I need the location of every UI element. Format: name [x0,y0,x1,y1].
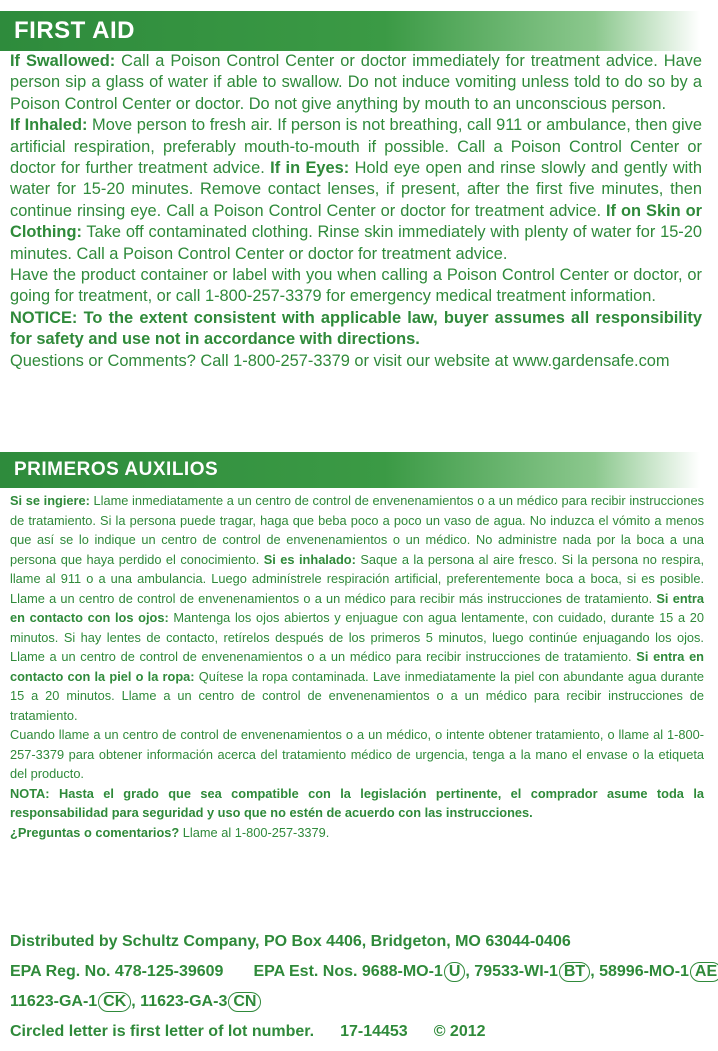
epa-line [10,960,718,984]
si-es-inhalado-text: Saque a la persona al aire fresco. Si la persona no respira, llame al 911 o a una ambulancia. Luego adminístrele respiración artificial, preferentemente boca a boca, si es posible. Llame a un centro de control de envenenamientos o a un médico para recibir más instrucciones de tratamiento. [10,551,704,606]
si-se-ingiere-text: Llame inmediatamente a un centro de control de envenenamientos o a un médico para recibir instrucciones de tratamiento. Si la persona puede tragar, haga que beba poco a poco un vaso de agua. No induzca el vómito a menos que así se lo indique un centro de control de envenenamientos o un médico. No administre nada por la boca a una persona que haya perdido el conocimiento. [10,493,704,567]
first-aid-banner [0,11,700,51]
copyright-text: © 2012 [433,1023,486,1040]
nota-text: NOTA: Hasta el grado que sea compatible con la legislación pertinente, el comprador asume toda la responsabilidad para seguridad y uso que no estén de acuerdo con las instrucciones. [10,785,704,820]
first-aid-instructions [10,51,702,372]
si-es-inhalado-label: Si es inhalado: [263,551,356,567]
distributor-text: Distributed by Schultz Company, PO Box 4406, Bridgeton, MO 63044-0406 [10,933,571,950]
if-inhaled-text: Move person to fresh air. If person is not breathing, call 911 or ambulance, then give artificial respiration, preferably mouth-to-mouth if possible. Call a Poison Control Center or doctor for further treatment advice. [10,116,702,178]
cuando-llame-text: Cuando llame a un centro de control de envenenamientos o a un médico, o intente obtener tratamiento, o llame al 1-800-257-3379 para obtener información acerca del tratamiento médico de urgencia, tenga a la mano el envase o la etiqueta del producto. [10,727,704,781]
ojos-text: Mantenga los ojos abiertos y enjuague con agua lentamente, con cuidado, durante 15 a 20 minutos. Si hay lentes de contacto, retírelos después de los primeros 5 minutos, luego continúe enjuagando los ojos. Llame a un centro de control de envenenamientos o a un médico para recibir instrucciones de tratamiento. [10,610,704,664]
lot-code-circle: BT [559,962,590,982]
epa-est-prefix: EPA Est. Nos. 9688-MO-1 [253,963,443,980]
if-on-skin-label: If on Skin or Clothing: [10,201,703,242]
epa-est-2: , 79533-WI-1 [465,963,558,980]
piel-ropa-label: Si entra en contacto con la piel o la ropa: [10,649,705,684]
if-in-eyes-label: If in Eyes: [270,159,350,178]
primeros-auxilios-title: PRIMEROS AUXILIOS [14,459,219,480]
if-on-skin-text: Take off contaminated clothing. Rinse skin immediately with plenty of water for 15-20 minutes. Call a Poison Control Center or doctor for treatment advice. [10,223,702,263]
lot-code-circle: CK [98,992,131,1012]
lot-code-circle: AE [690,962,718,982]
epa-est-3: , 58996-MO-1 [590,963,689,980]
container-advice-text: Have the product container or label with you when calling a Poison Control Center or doctor, or going for treatment, or call 1-800-257-3379 for emergency medical treatment information. [10,266,702,306]
product-code: 17-14453 [340,1023,408,1040]
epa-reg-number: EPA Reg. No. 478-125-39609 [10,963,224,980]
preguntas-text: Llame al 1-800-257-3379. [179,824,330,840]
piel-ropa-text: Quítese la ropa contaminada. Lave inmediatamente la piel con abundante agua durante 15 a 20 minutos. Llame a un centro de control de envenenamientos o a un médico para recibir instrucciones de tratamiento. [10,668,705,723]
ojos-label: Si entra en contacto con los ojos: [10,590,704,625]
first-aid-title: FIRST AID [14,17,135,44]
primeros-auxilios-banner [0,452,700,488]
if-inhaled-label: If Inhaled: [10,116,88,135]
distributor-line [10,930,710,954]
lot-note-line [10,1020,710,1044]
if-swallowed-text: Call a Poison Control Center or doctor immediately for treatment advice. Have person sip a glass of water if able to swallow. Do not induce vomiting unless told to do so by a Poison Control Center or doctor. Do not give anything by mouth to an unconscious person. [10,52,702,113]
lot-code-circle: U [444,962,466,982]
preguntas-label: ¿Preguntas o comentarios? [10,824,180,840]
notice-text: NOTICE: To the extent consistent with applicable law, buyer assumes all responsibility for safety and use not in accordance with directions. [10,308,702,349]
primeros-auxilios-instructions [10,491,704,842]
si-se-ingiere-label: Si se ingiere: [10,493,90,508]
circled-letter-note: Circled letter is first letter of lot number. [10,1023,315,1040]
if-in-eyes-text: Hold eye open and rinse slowly and gently with water for 15-20 minutes. Remove contact lenses, if present, after the first five minutes, then continue rinsing eye. Call a Poison Control Center or doctor for treatment advice. [10,159,702,220]
epa-line-2 [10,990,710,1014]
lot-code-circle: CN [228,992,261,1012]
questions-text: Questions or Comments? Call 1-800-257-3379 or visit our website at www.gardensafe.com [10,351,670,370]
epa-est-5: , 11623-GA-3 [131,993,228,1010]
epa-est-4: 11623-GA-1 [10,993,98,1010]
if-swallowed-label: If Swallowed: [10,52,116,70]
